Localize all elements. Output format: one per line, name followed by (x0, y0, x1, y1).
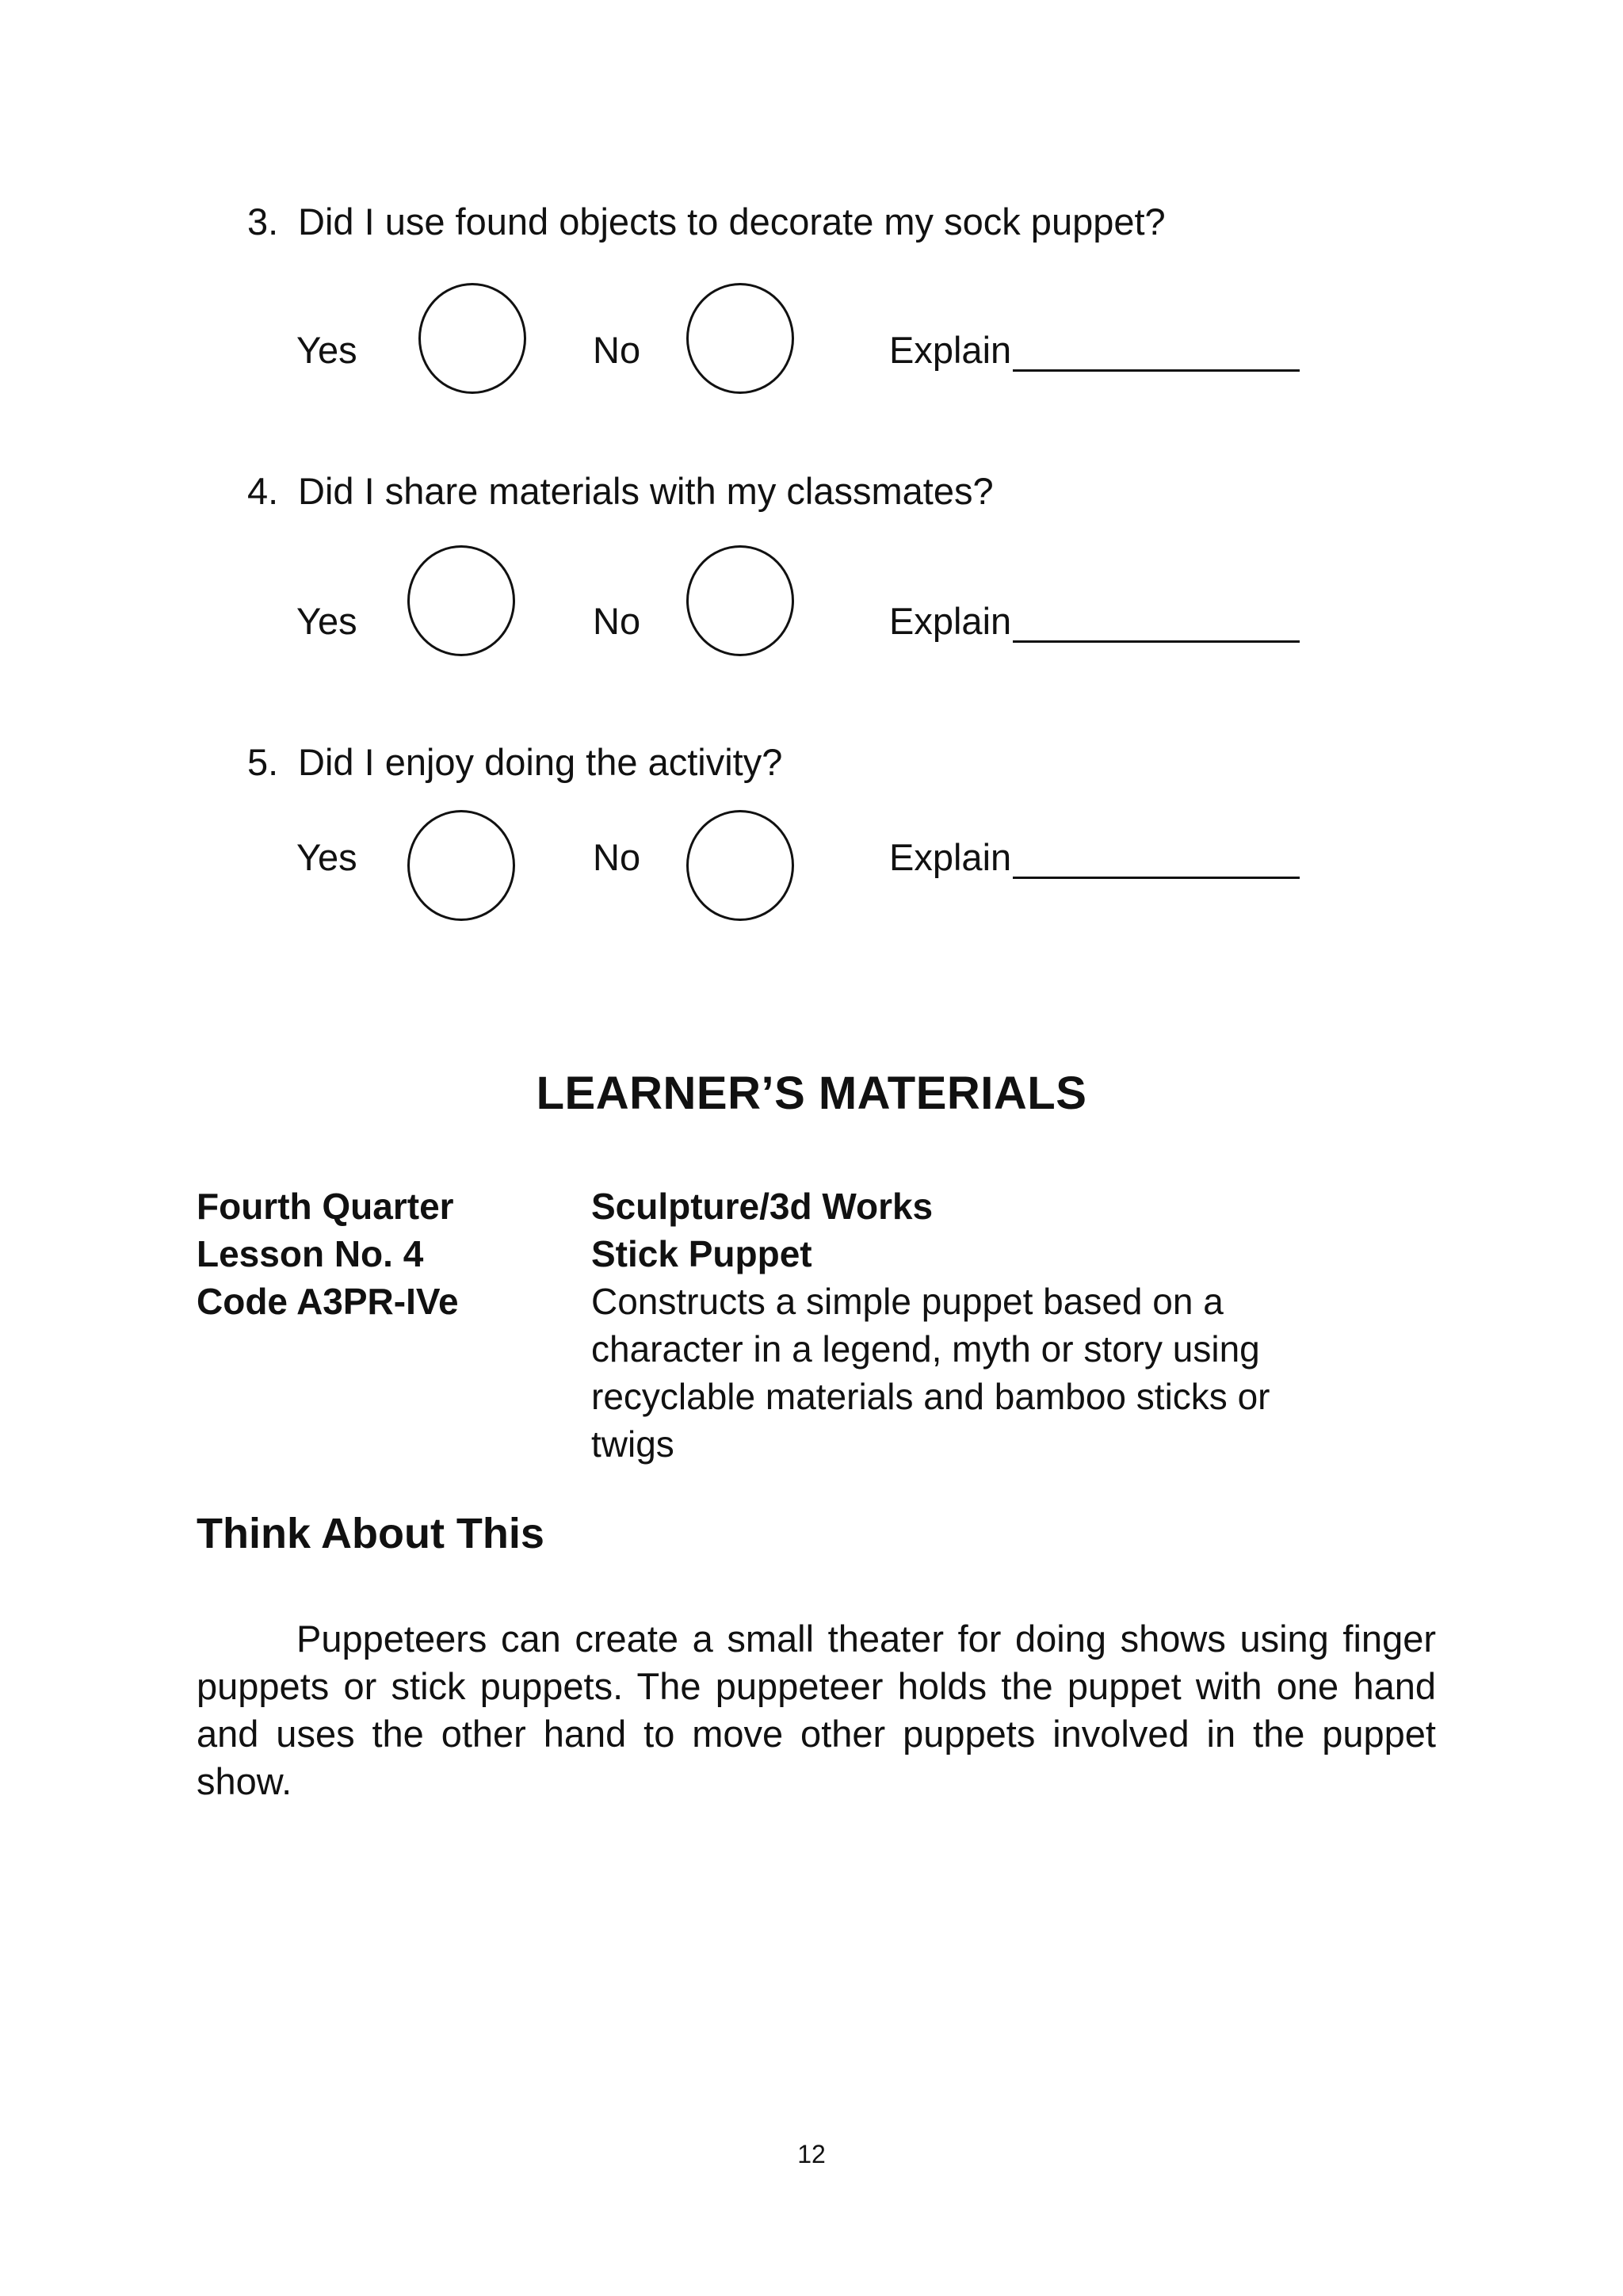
yes-label: Yes (296, 600, 357, 642)
question-4 (247, 469, 1357, 517)
question-3 (247, 200, 1357, 247)
code-description-line: twigs (591, 1423, 674, 1465)
quarter-value: Sculpture/3d Works (591, 1186, 934, 1227)
explain-field[interactable] (889, 599, 1300, 643)
code-description-line: Constructs a simple puppet based on a (591, 1281, 1224, 1322)
explain-blank-line[interactable] (1013, 338, 1300, 372)
code-description-line: character in a legend, myth or story using (591, 1328, 1260, 1370)
explain-label: Explain (889, 836, 1012, 878)
explain-label: Explain (889, 329, 1012, 371)
question-number: 4. (247, 470, 279, 512)
question-text: Did I use found objects to decorate my sock puppet? (298, 201, 1166, 243)
yes-answer-circle[interactable] (407, 545, 515, 656)
no-answer-circle[interactable] (686, 283, 794, 394)
meta-labels (197, 1182, 459, 1325)
explain-blank-line[interactable] (1013, 609, 1300, 643)
explain-label: Explain (889, 600, 1012, 642)
section-title: Think About This (197, 1510, 544, 1557)
yes-label: Yes (296, 836, 357, 878)
no-label: No (593, 329, 641, 371)
explain-blank-line[interactable] (1013, 845, 1300, 879)
explain-field[interactable] (889, 835, 1300, 879)
lesson-label: Lesson No. 4 (197, 1233, 424, 1274)
yes-answer-circle[interactable] (418, 283, 526, 394)
code-label: Code A3PR-IVe (197, 1281, 459, 1322)
question-number: 5. (247, 741, 279, 783)
body-paragraph (197, 1615, 1436, 1805)
question-text: Did I enjoy doing the activity? (298, 741, 783, 783)
no-label: No (593, 600, 641, 642)
question-5 (247, 740, 1357, 788)
no-answer-circle[interactable] (686, 545, 794, 656)
question-text: Did I share materials with my classmates? (298, 470, 994, 512)
code-description-line: recyclable materials and bamboo sticks or (591, 1376, 1270, 1417)
yes-label: Yes (296, 329, 357, 371)
explain-field[interactable] (889, 328, 1300, 372)
quarter-label: Fourth Quarter (197, 1186, 454, 1227)
no-label: No (593, 836, 641, 878)
meta-values (591, 1182, 1270, 1468)
no-answer-circle[interactable] (686, 810, 794, 921)
yes-answer-circle[interactable] (407, 810, 515, 921)
lesson-value: Stick Puppet (591, 1233, 812, 1274)
paragraph-text: Puppeteers can create a small theater for doing shows using finger puppets or stick puppets. The puppeteer holds the puppet with one hand and uses the other hand to move other puppets involved in the puppet show. (197, 1618, 1436, 1802)
question-number: 3. (247, 201, 279, 243)
page-heading: LEARNER’S MATERIALS (536, 1068, 1087, 1119)
page-number: 12 (797, 2140, 826, 2168)
